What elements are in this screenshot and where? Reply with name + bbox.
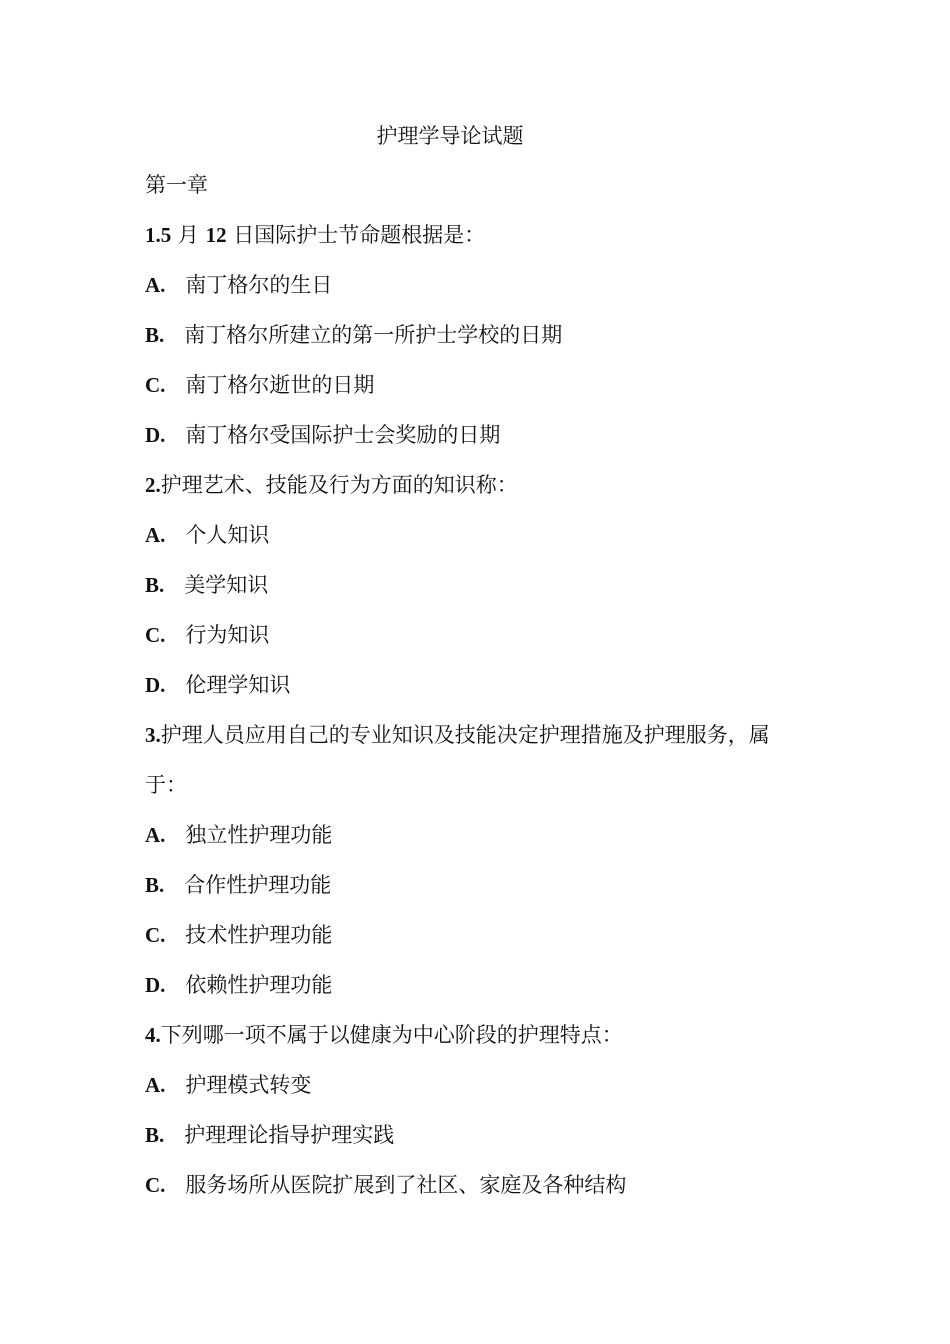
option-separator: .: [160, 273, 166, 297]
question-3: [145, 717, 815, 767]
option-letter: A: [145, 823, 161, 847]
option-d: [145, 667, 815, 717]
option-a: [145, 817, 815, 867]
option-text: 护理理论指导护理实践: [184, 1123, 395, 1147]
option-separator: .: [160, 1073, 166, 1097]
question-text-part: 月: [171, 223, 206, 247]
option-text: 独立性护理功能: [185, 823, 333, 847]
option-letter: B: [145, 323, 160, 347]
question-text-part: 12: [205, 223, 227, 247]
option-text: 合作性护理功能: [184, 873, 332, 897]
question-number: 4.: [145, 1023, 161, 1047]
option-letter: D: [145, 973, 161, 997]
option-separator: .: [159, 573, 165, 597]
option-separator: .: [160, 923, 166, 947]
question-number: 3.: [145, 723, 161, 747]
option-letter: A: [145, 1073, 161, 1097]
question-1: [145, 217, 815, 267]
document-body: [145, 167, 815, 1217]
option-separator: .: [160, 1173, 166, 1197]
option-letter: B: [145, 573, 160, 597]
option-text: 行为知识: [185, 623, 270, 647]
option-letter: C: [145, 1173, 161, 1197]
option-a: [145, 1067, 815, 1117]
option-d: [145, 967, 815, 1017]
option-separator: .: [159, 323, 165, 347]
option-separator: .: [160, 523, 166, 547]
option-letter: D: [145, 423, 161, 447]
chapter-heading: 第一章: [145, 173, 208, 197]
question-text-part: 5: [160, 223, 172, 247]
option-a: [145, 267, 815, 317]
question-text: 护理艺术、技能及行为方面的知识称：: [160, 473, 518, 497]
option-b: [145, 317, 815, 367]
option-text: 依赖性护理功能: [185, 973, 333, 997]
option-letter: C: [145, 373, 161, 397]
option-text: 南丁格尔逝世的日期: [185, 373, 375, 397]
option-c: [145, 917, 815, 967]
option-separator: .: [160, 673, 166, 697]
option-letter: C: [145, 923, 161, 947]
option-text: 伦理学知识: [185, 673, 291, 697]
option-b: [145, 567, 815, 617]
option-separator: .: [160, 973, 166, 997]
option-b: [145, 1117, 815, 1167]
question-text: 于：: [145, 773, 187, 797]
option-letter: C: [145, 623, 161, 647]
option-d: [145, 417, 815, 467]
option-separator: .: [159, 873, 165, 897]
option-letter: B: [145, 1123, 160, 1147]
option-text: 南丁格尔受国际护士会奖励的日期: [185, 423, 501, 447]
question-text-part: 日国际护士节命题根据是：: [226, 223, 486, 247]
option-separator: .: [160, 823, 166, 847]
option-text: 护理模式转变: [185, 1073, 312, 1097]
option-letter: D: [145, 673, 161, 697]
question-4: [145, 1017, 815, 1067]
option-c: [145, 1167, 815, 1217]
option-text: 技术性护理功能: [185, 923, 333, 947]
option-separator: .: [160, 423, 166, 447]
option-a: [145, 517, 815, 567]
option-letter: A: [145, 523, 161, 547]
option-text: 美学知识: [184, 573, 269, 597]
option-text: 服务场所从医院扩展到了社区、家庭及各种结构: [185, 1173, 627, 1197]
question-number: 1.: [145, 223, 161, 247]
option-letter: A: [145, 273, 161, 297]
option-text: 南丁格尔的生日: [185, 273, 333, 297]
question-2: [145, 467, 815, 517]
question-3-continued: [145, 767, 815, 817]
option-separator: .: [160, 623, 166, 647]
question-number: 2.: [145, 473, 161, 497]
question-text: 护理人员应用自己的专业知识及技能决定护理措施及护理服务，属: [160, 723, 770, 747]
option-separator: .: [159, 1123, 165, 1147]
option-b: [145, 867, 815, 917]
option-text: 个人知识: [185, 523, 270, 547]
document-title: 护理学导论试题: [376, 124, 524, 148]
question-text: 下列哪一项不属于以健康为中心阶段的护理特点：: [160, 1023, 623, 1047]
option-text: 南丁格尔所建立的第一所护士学校的日期: [184, 323, 563, 347]
option-c: [145, 617, 815, 667]
option-separator: .: [160, 373, 166, 397]
option-c: [145, 367, 815, 417]
option-letter: B: [145, 873, 160, 897]
